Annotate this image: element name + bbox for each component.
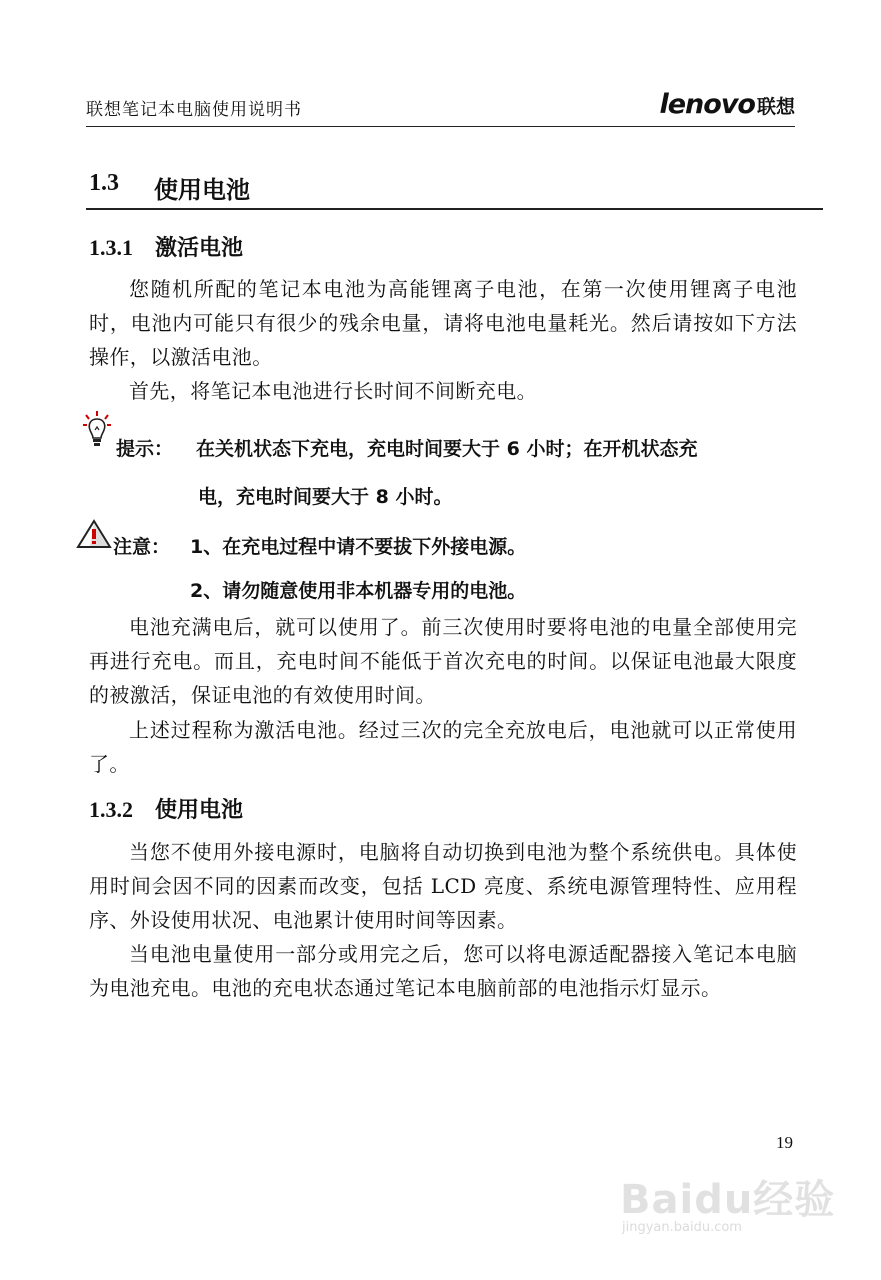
- warning-icon: [76, 519, 112, 553]
- section-title: 使用电池: [154, 176, 250, 204]
- lenovo-logo: [659, 89, 795, 120]
- watermark-logo: Baidu经验: [620, 1177, 836, 1223]
- tip-label: 提示：: [116, 438, 174, 460]
- subsection-heading-1: [89, 231, 243, 262]
- subsection-heading-2: [89, 793, 243, 824]
- subsection-number: 1.3.2: [89, 797, 133, 822]
- subsection-number: 1.3.1: [89, 235, 133, 260]
- section-heading: [86, 168, 823, 210]
- subsection-title: 使用电池: [155, 798, 244, 823]
- section-number: 1.3: [89, 170, 119, 196]
- brand-chinese: 联想: [756, 96, 795, 118]
- subsection-title: 激活电池: [155, 236, 244, 261]
- paragraph: 当您不使用外接电源时，电脑将自动切换到电池为整个系统供电。具体使用时间会因不同的因素而改变，包括 LCD 亮度、系统电源管理特性、应用程序、外设使用状况、电池累计使用时间等因素。: [89, 840, 797, 932]
- tip-text-line1: 在关机状态下充电，充电时间要大于 6 小时；在开机状态充: [196, 438, 698, 460]
- paragraph: 电池充满电后，就可以使用了。前三次使用时要将电池的电量全部使用完再进行充电。而且，充电时间不能低于首次充电的时间。以保证电池最大限度的被激活，保证电池的有效使用时间。: [89, 615, 797, 707]
- page-header: [86, 89, 795, 127]
- paragraph: 首先，将笔记本电池进行长时间不间断充电。: [129, 379, 537, 403]
- document-title: 联想笔记本电脑使用说明书: [86, 100, 302, 120]
- warning-label: 注意：: [113, 536, 171, 558]
- brand-latin: lenovo: [659, 89, 755, 120]
- paragraph: 您随机所配的笔记本电池为高能锂离子电池，在第一次使用锂离子电池时，电池内可能只有很少的残余电量，请将电池电量耗光。然后请按如下方法操作，以激活电池。: [89, 277, 797, 369]
- paragraph: 上述过程称为激活电池。经过三次的完全充放电后，电池就可以正常使用了。: [89, 718, 797, 776]
- baidu-watermark: [610, 1150, 840, 1250]
- watermark-url: jingyan.baidu.com: [622, 1220, 742, 1235]
- tip-text-line2: 电，充电时间要大于 8 小时。: [198, 486, 453, 508]
- page-number: 19: [776, 1133, 793, 1152]
- warning-item-2: 2、请勿随意使用非本机器专用的电池。: [190, 580, 527, 602]
- lightbulb-icon: [82, 410, 112, 456]
- warning-item-1: 1、在充电过程中请不要拔下外接电源。: [190, 536, 527, 558]
- paragraph: 当电池电量使用一部分或用完之后，您可以将电源适配器接入笔记本电脑为电池充电。电池的充电状态通过笔记本电脑前部的电池指示灯显示。: [89, 942, 797, 1000]
